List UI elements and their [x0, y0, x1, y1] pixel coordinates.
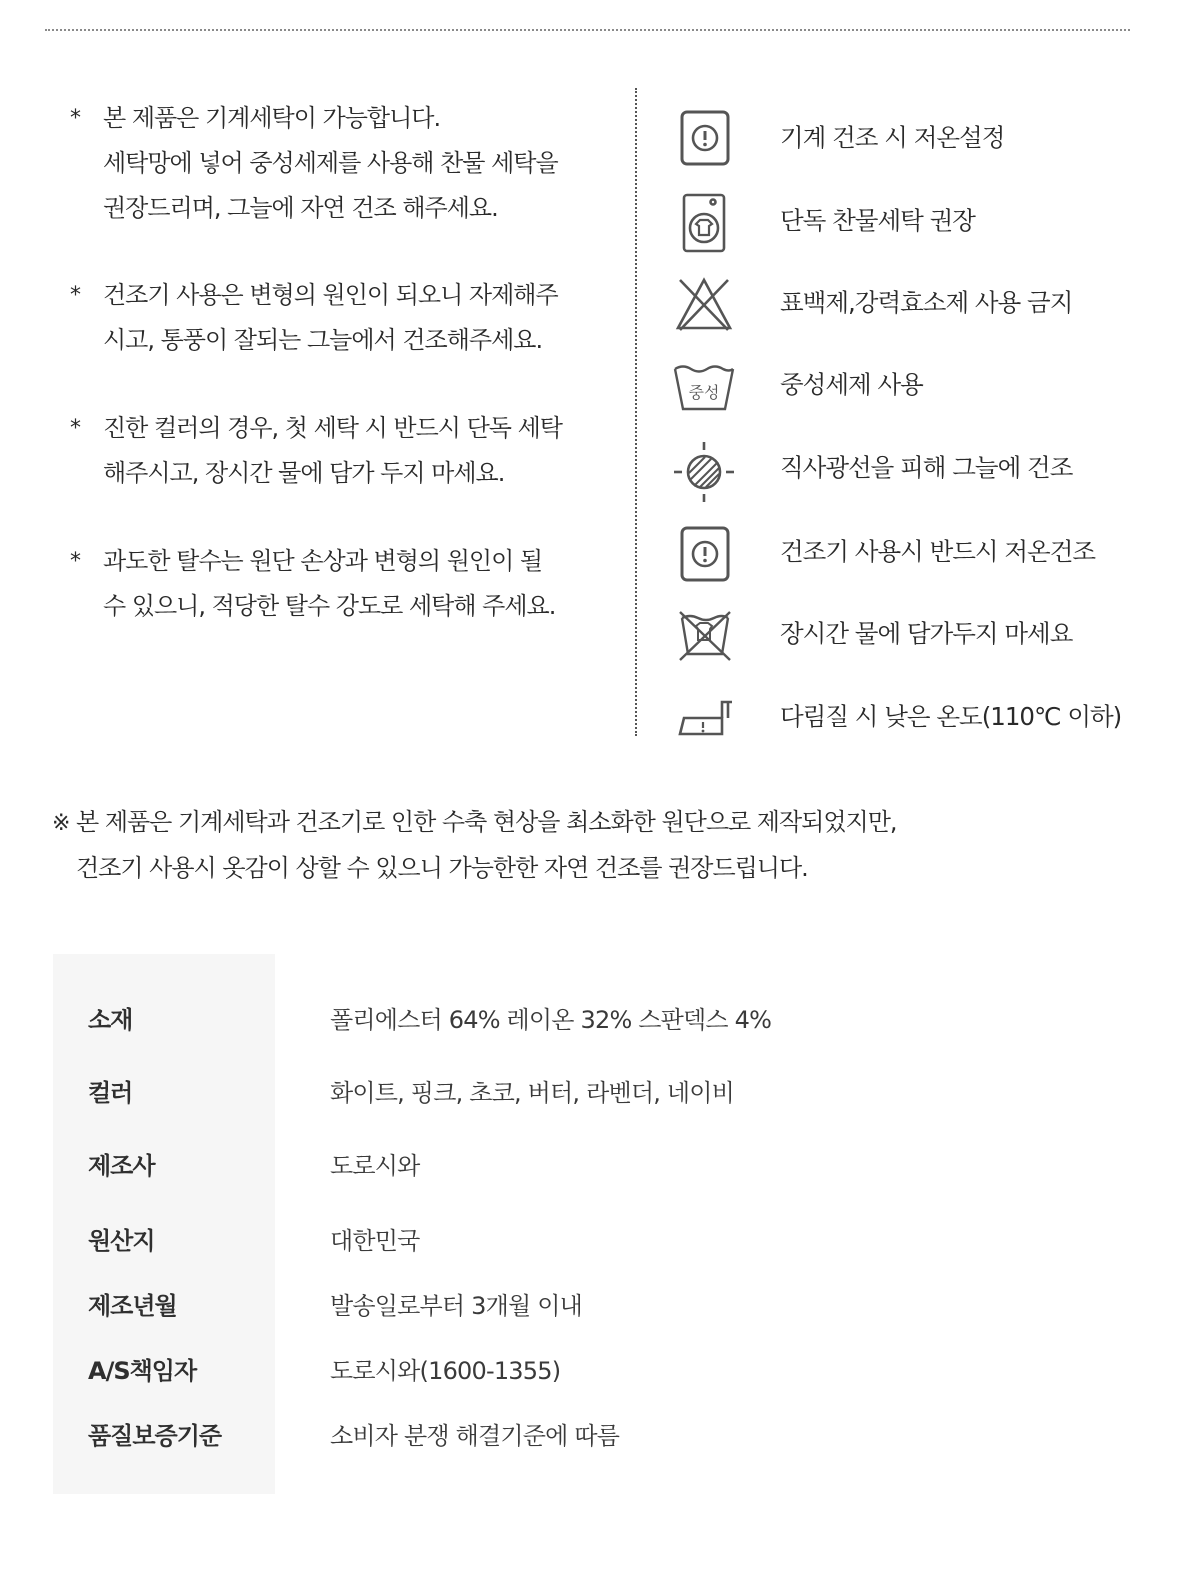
- top-dotted-divider: [45, 29, 1130, 31]
- care-symbol-label: 장시간 물에 담가두지 마세요: [780, 619, 1073, 648]
- bullet-asterisk: *: [70, 416, 80, 441]
- footnote-mark: ※: [52, 811, 70, 836]
- neutral-detergent-icon: [672, 357, 736, 421]
- info-value-as-contact: 도로시와(1600-1355): [330, 1357, 561, 1385]
- avoid-sunlight-icon: [672, 440, 736, 504]
- column-dotted-divider: [635, 88, 637, 736]
- footnote: [52, 800, 1152, 891]
- info-value-material: 폴리에스터 64% 레이온 32% 스판덱스 4%: [330, 1006, 772, 1034]
- info-label-manufacturer: 제조사: [88, 1152, 155, 1180]
- care-note: [70, 273, 630, 363]
- care-note: [70, 406, 630, 496]
- info-label-material: 소재: [88, 1006, 133, 1034]
- care-symbol-label: 기계 건조 시 저온설정: [780, 123, 1005, 152]
- info-label-as-contact: A/S책임자: [88, 1357, 197, 1385]
- care-symbol-label: 다림질 시 낮은 온도(110℃ 이하): [780, 702, 1122, 731]
- bullet-asterisk: *: [70, 283, 80, 308]
- care-note: [70, 539, 630, 629]
- info-value-origin: 대한민국: [330, 1227, 420, 1255]
- low-iron-icon: [672, 688, 736, 752]
- care-symbol-label: 단독 찬물세탁 권장: [780, 206, 975, 235]
- care-note-text: 건조기 사용은 변형의 원인이 되오니 자제해주 시고, 통풍이 잘되는 그늘에서 건조해주세요.: [103, 281, 558, 354]
- info-value-manufacture-date: 발송일로부터 3개월 이내: [330, 1292, 582, 1320]
- care-note-text: 본 제품은 기계세탁이 가능합니다. 세탁망에 넣어 중성세제를 사용해 찬물 세탁을 권장드리며, 그늘에 자연 건조 해주세요.: [103, 104, 558, 222]
- info-label-origin: 원산지: [88, 1227, 155, 1255]
- info-value-quality-warranty: 소비자 분쟁 해결기준에 따름: [330, 1422, 620, 1450]
- info-label-manufacture-date: 제조년월: [88, 1292, 177, 1320]
- bullet-asterisk: *: [70, 549, 80, 574]
- low-temp-dryer-icon: [672, 106, 736, 170]
- info-value-manufacturer: 도로시와: [330, 1152, 420, 1180]
- care-note-text: 과도한 탈수는 원단 손상과 변형의 원인이 될 수 있으니, 적당한 탈수 강도로 세탁해 주세요.: [103, 547, 556, 620]
- footnote-line-2: 건조기 사용시 옷감이 상할 수 있으니 가능한한 자연 건조를 권장드립니다.: [76, 854, 808, 882]
- info-value-color: 화이트, 핑크, 초코, 버터, 라벤더, 네이비: [330, 1079, 735, 1107]
- care-note-text: 진한 컬러의 경우, 첫 세탁 시 반드시 단독 세탁 해주시고, 장시간 물에 담가 두지 마세요.: [103, 414, 562, 487]
- footnote-line-1: 본 제품은 기계세탁과 건조기로 인한 수축 현상을 최소화한 원단으로 제작되었지만,: [76, 808, 897, 836]
- care-note: [70, 96, 630, 231]
- neutral-detergent-icon-text: 중성: [688, 383, 720, 402]
- care-symbol-label: 중성세제 사용: [780, 370, 923, 399]
- separate-cold-wash-icon: [672, 191, 736, 255]
- no-soak-icon: [672, 604, 736, 668]
- info-label-color: 컬러: [88, 1079, 133, 1107]
- dryer-low-temp-icon: [672, 522, 736, 586]
- no-bleach-icon: [672, 274, 736, 338]
- care-symbol-label: 직사광선을 피해 그늘에 건조: [780, 453, 1073, 482]
- care-symbol-label: 표백제,강력효소제 사용 금지: [780, 288, 1073, 317]
- info-label-panel: [53, 954, 275, 1494]
- bullet-asterisk: *: [70, 106, 80, 131]
- info-label-quality-warranty: 품질보증기준: [88, 1422, 222, 1450]
- care-symbol-label: 건조기 사용시 반드시 저온건조: [780, 537, 1096, 566]
